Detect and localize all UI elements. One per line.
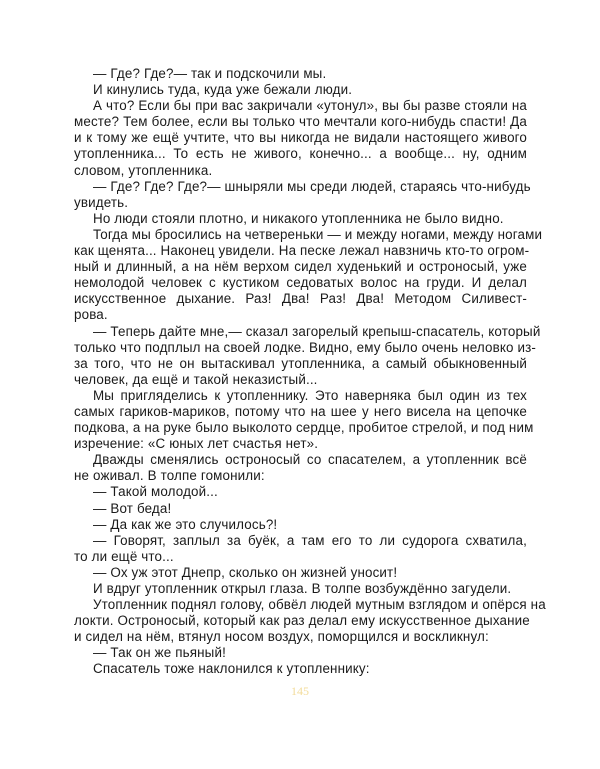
- page-number: 145: [291, 684, 309, 698]
- paragraph: [74, 66, 527, 82]
- paragraph: [74, 501, 527, 517]
- text-line: — Ох уж этот Днепр, сколько он жизней уносит!: [93, 564, 398, 580]
- text-line: человек, да ещё и такой неказистый...: [74, 371, 318, 387]
- text-line: утопленника... То есть не живого, конечно... а вообще... ну, одним: [74, 146, 527, 162]
- text-line: словом, утопленника.: [74, 162, 213, 178]
- paragraph: [74, 226, 543, 324]
- text-line: локти. Остроносый, который как раз делал ему искусственное дыхание: [74, 613, 530, 629]
- text-line: и к тому же ещё учтите, что вы никогда не видали настоящего живого: [74, 130, 527, 146]
- paragraph: [74, 82, 527, 98]
- paragraph: [74, 323, 541, 388]
- text-line: искусственное дыхание. Раз! Два! Раз! Два! Методом Силивест-: [74, 291, 527, 307]
- paragraph: [74, 387, 534, 452]
- text-line: Но люди стояли плотно, и никакого утопленника не было видно.: [93, 210, 504, 226]
- text-line: Дважды сменялись остроносый со спасателем, а утопленник всё: [93, 452, 527, 468]
- paragraph: [74, 581, 527, 597]
- text-line: не оживал. В толпе гомонили:: [74, 468, 265, 484]
- text-line: — Где? Где?— так и подскочили мы.: [93, 66, 327, 81]
- text-line: — Да как же это случилось?!: [93, 516, 278, 532]
- text-line: как щенята... Наконец увидели. На песке лежал навзничь кто-то огром-: [74, 243, 530, 259]
- paragraph: [74, 452, 527, 484]
- text-line: месте? Тем более, если вы только что мечтали кого-нибудь спасти! Да: [74, 114, 527, 130]
- paragraph: [74, 517, 527, 533]
- text-line: за того, что не он вытаскивал утопленника, а самый обыкновенный: [74, 355, 527, 371]
- paragraph: [74, 484, 527, 500]
- text-line: то ли ещё что...: [74, 548, 174, 564]
- text-line: самых гариков-мариков, потому что на шее у него висела на цепочке: [74, 403, 527, 419]
- paragraph: [74, 98, 527, 178]
- text-line: А что? Если бы при вас закричали «утонул», вы бы разве стояли на: [93, 98, 527, 114]
- text-line: И вдруг утопленник открыл глаза. В толпе возбуждённо загудели.: [93, 581, 512, 596]
- text-line: — Говорят, заплыл за буёк, а там его то ли судорога схватила,: [93, 532, 527, 548]
- text-line: и сидел на нём, втянул носом воздух, поморщился и воскликнул:: [74, 629, 489, 645]
- text-line: подкова, а на руке было выколото сердце, пробитое стрелой, и под ним: [74, 420, 534, 436]
- text-line: И кинулись туда, куда уже бежали люди.: [93, 82, 353, 98]
- text-line: увидеть.: [74, 194, 129, 210]
- text-line: Мы пригляделись к утопленнику. Это наверняка был один из тех: [93, 387, 527, 403]
- paragraph: [74, 565, 527, 581]
- paragraph: [74, 178, 531, 211]
- text-line: — Теперь дайте мне,— сказал загорелый крепыш-спасатель, который: [93, 323, 541, 339]
- paragraph: [74, 533, 527, 565]
- text-line: Утопленник поднял голову, обвёл людей мутным взглядом и опёрся на: [93, 597, 546, 613]
- text-line: — Где? Где? Где?— шныряли мы среди людей, стараясь что-нибудь: [93, 178, 531, 194]
- text-line: Тогда мы бросились на четвереньки — и между ногами, между ногами: [93, 226, 543, 242]
- paragraph: [74, 597, 546, 645]
- text-line: рова.: [74, 307, 108, 323]
- text-line: немолодой человек с кустиком седоватых волос на груди. И делал: [74, 275, 527, 291]
- text-line: — Такой молодой...: [93, 484, 218, 500]
- text-line: только что подплыл на своей лодке. Видно, ему было очень неловко из-: [74, 339, 537, 355]
- text-line: — Так он же пьяный!: [93, 645, 226, 661]
- paragraph: [74, 645, 527, 661]
- text-line: ный и длинный, а на нём верхом сидел худенький и остроносый, уже: [74, 259, 527, 275]
- paragraph: [74, 661, 527, 677]
- paragraph: [74, 211, 527, 227]
- text-line: Спасатель тоже наклонился к утопленнику:: [93, 661, 370, 677]
- text-line: изречение: «С юных лет счастья нет».: [74, 436, 319, 452]
- text-line: — Вот беда!: [93, 500, 172, 516]
- page-body-text: [74, 66, 546, 678]
